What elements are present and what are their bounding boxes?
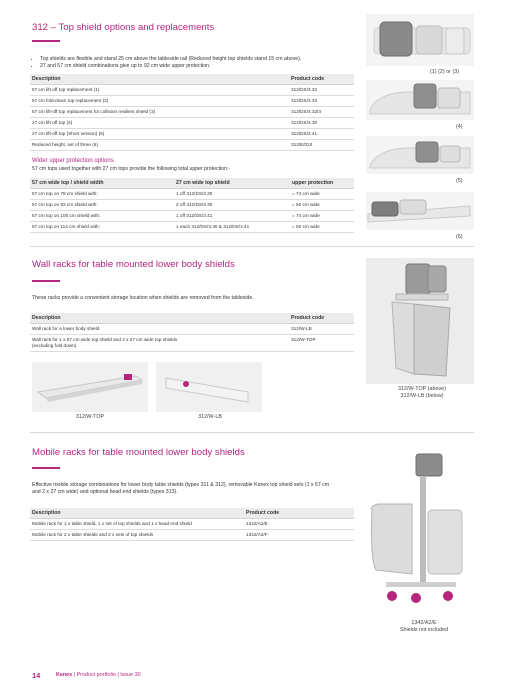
mobile-intro: Effective mobile storage combinations for lower body table shields (types 311 & 312), removable Kenex top shield sets (1 x 57 cm and 2 x 27 cm wide) and optional head end shields (types 313). — [32, 482, 330, 495]
accent-rule — [32, 40, 60, 42]
section-title-top-shields: 312 – Top shield options and replacements — [32, 22, 215, 33]
caption-mobile-note: Shields not included — [399, 627, 449, 633]
wall-rack-mounted-image — [366, 258, 474, 384]
cell: 57 cm top on 100 cm shield with: — [30, 211, 174, 222]
table-row — [30, 530, 354, 541]
table-row — [30, 107, 354, 118]
col-header: 57 cm wide top / shield width — [30, 178, 174, 189]
cell: Wall rack for 1 x 57 cm wide top shield and 2 x 27 cm wide top shields (excluding fold down) — [30, 335, 289, 352]
cell: 57 cm top on 92 cm shield with: — [30, 200, 174, 211]
col-header: Description — [30, 508, 244, 519]
wall-racks-table — [30, 313, 354, 352]
section-divider — [30, 246, 474, 247]
cell: Wall rack for a lower body shield — [30, 324, 289, 335]
shield-image-5 — [366, 136, 474, 174]
footer-text — [56, 672, 141, 678]
wider-protection-title: Wider upper protection options — [32, 158, 114, 164]
cell: 312/E/024 — [289, 140, 354, 151]
table-row — [30, 85, 354, 96]
top-bullets — [32, 56, 340, 70]
wall-intro: These racks provide a convenient storage location when shields are removed from the tableside. — [32, 295, 254, 301]
cell: Reduced height, set of three (6) — [30, 140, 289, 151]
col-header: Product code — [244, 508, 354, 519]
cell: Mobile rack for 1 x table shield, 1 x set of top shields and 1 x head end shield — [30, 519, 244, 530]
table-row — [30, 96, 354, 107]
col-header: Product code — [289, 313, 354, 324]
image-caption: (6) — [456, 234, 463, 240]
section-divider — [30, 432, 474, 433]
cell: = 92 cm wide — [290, 200, 354, 211]
table-row — [30, 222, 354, 233]
cell: 57 cm lift-off top replacement for collision resilient shield (3) — [30, 107, 289, 118]
section-title-wall-racks: Wall racks for table mounted lower body shields — [32, 259, 235, 270]
image-caption: (5) — [456, 178, 463, 184]
table-row — [30, 118, 354, 129]
cell: 312/DS/3.32/3 — [289, 107, 354, 118]
col-header: Product code — [289, 74, 354, 85]
cell: 1 each 312/DS/3.30 & 312/DS/3.41 — [174, 222, 290, 233]
wider-protection-table — [30, 178, 354, 233]
shield-image-1 — [366, 14, 474, 66]
col-header: Description — [30, 313, 289, 324]
cell: 312/W-LB — [289, 324, 354, 335]
mobile-racks-table — [30, 508, 354, 541]
cell: Mobile rack for 2 x table shields and 2 x sets of top shields — [30, 530, 244, 541]
table-row — [30, 200, 354, 211]
table-row — [30, 324, 354, 335]
cell: 57 cm fold-down top replacement (2) — [30, 96, 289, 107]
image-caption: (4) — [456, 124, 463, 130]
caption-wall-below: 312/W-LB (below) — [400, 393, 444, 399]
image-caption: (1) (2) or (3) — [430, 69, 460, 75]
cell: 312/DS/3.41 — [289, 129, 354, 140]
cell: 312/DS/3.30 — [289, 118, 354, 129]
caption-wall-top: 312/W-TOP — [75, 414, 105, 420]
accent-rule — [32, 467, 60, 469]
table-row — [30, 129, 354, 140]
mobile-rack-image — [366, 450, 474, 608]
cell: = 74 cm wide — [290, 189, 354, 200]
caption-wall-above: 312/W-TOP (above) — [398, 386, 446, 392]
table-row — [30, 140, 354, 151]
table-row — [30, 519, 354, 530]
col-header: 27 cm wide top shield — [174, 178, 290, 189]
cell: 1342/A2/E — [244, 519, 354, 530]
caption-wall-lb: 312/W-LB — [198, 414, 222, 420]
wall-rack-lb-image — [156, 362, 262, 412]
page-number: 14 — [32, 671, 41, 680]
cell: 312/DS/3.33 — [289, 96, 354, 107]
caption-mobile-code: 1342/A2/E — [411, 620, 437, 626]
shield-image-4 — [366, 80, 474, 120]
cell: 57 cm top on 114 cm shield with: — [30, 222, 174, 233]
accent-rule — [32, 280, 60, 282]
wall-rack-top-image — [32, 362, 148, 412]
table-row — [30, 211, 354, 222]
cell: 1342/A2/F — [244, 530, 354, 541]
cell: 27 cm lift-off top (4) — [30, 118, 289, 129]
cell: 1 off 312/DS/3.41 — [174, 211, 290, 222]
section-title-mobile-racks: Mobile racks for table mounted lower body shields — [32, 447, 245, 458]
shield-image-6 — [366, 192, 474, 230]
top-replacements-table — [30, 74, 354, 151]
cell: 27 cm lift-off top (Short version) (5) — [30, 129, 289, 140]
cell: = 74 cm wide — [290, 211, 354, 222]
cell: = 92 cm wide — [290, 222, 354, 233]
wider-protection-text: 57 cm tops used together with 27 cm tops provide the following total upper protection:- — [32, 166, 231, 172]
footer-brand: Kenex — [56, 672, 73, 678]
cell: 2 off 312/DS/3.30 — [174, 200, 290, 211]
table-row — [30, 189, 354, 200]
bullet-item: • Top shields are flexible and stand 25 cm above the tableside rail (Reduced height top shields stand 15 cm above). — [40, 56, 340, 63]
bullet-item: • 27 and 57 cm shield combinations give up to 92 cm wide upper protection. — [40, 63, 340, 70]
col-header: Description — [30, 74, 289, 85]
col-header: upper protection — [290, 178, 354, 189]
table-row — [30, 335, 354, 352]
cell: 1 off 312/DS/3.30 — [174, 189, 290, 200]
footer-issue: | Product portfolio | Issue 30 — [73, 672, 141, 678]
cell: 312/W-TOP — [289, 335, 354, 352]
cell: 312/DS/3.32 — [289, 85, 354, 96]
cell: 57 cm top on 78 cm shield with: — [30, 189, 174, 200]
cell: 57 cm lift-off top replacement (1) — [30, 85, 289, 96]
